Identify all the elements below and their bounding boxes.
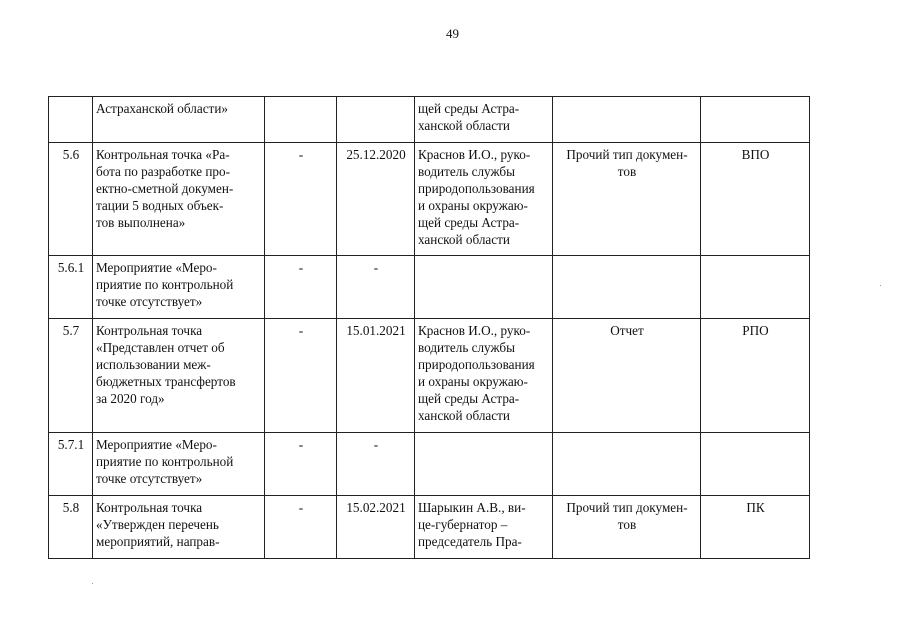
row-executor [415,433,553,496]
row-name: Астраханской области» [93,97,265,143]
row-document-type: Прочий тип докумен- тов [553,496,701,559]
row-level [701,97,810,143]
row-name: Контрольная точка «Представлен отчет об использовании меж- бюджетных трансфертов за 2020 год» [93,319,265,433]
row-number: 5.7.1 [49,433,93,496]
row-responsible: - [265,256,337,319]
row-number: 5.6 [49,143,93,256]
table-row [49,97,810,143]
row-responsible: - [265,433,337,496]
plan-table [48,96,810,559]
row-number: 5.8 [49,496,93,559]
row-document-type [553,256,701,319]
row-date: 15.01.2021 [337,319,415,433]
row-document-type [553,97,701,143]
row-level: ВПО [701,143,810,256]
scan-speck [880,285,881,286]
table-row [49,256,810,319]
row-responsible: - [265,143,337,256]
row-executor: Шарыкин А.В., ви- це-губернатор – председатель Пра- [415,496,553,559]
page-number: 49 [446,26,459,41]
row-responsible [265,97,337,143]
row-level: РПО [701,319,810,433]
table-row [49,496,810,559]
row-name: Мероприятие «Меро- приятие по контрольной точке отсутствует» [93,256,265,319]
row-number: 5.7 [49,319,93,433]
scan-speck [92,583,93,584]
row-responsible: - [265,496,337,559]
row-executor: щей среды Астра- ханской области [415,97,553,143]
row-number [49,97,93,143]
table-row [49,433,810,496]
row-responsible: - [265,319,337,433]
row-date [337,97,415,143]
row-executor: Краснов И.О., руко- водитель службы природопользования и охраны окружаю- щей среды Астра- ханской области [415,143,553,256]
row-level: ПК [701,496,810,559]
table-row [49,319,810,433]
row-name: Мероприятие «Меро- приятие по контрольной точке отсутствует» [93,433,265,496]
row-name: Контрольная точка «Ра- бота по разработке про- ектно-сметной докумен- тации 5 водных объек- тов выполнена» [93,143,265,256]
row-date: 15.02.2021 [337,496,415,559]
row-level [701,433,810,496]
row-date: - [337,256,415,319]
row-document-type: Прочий тип докумен- тов [553,143,701,256]
row-document-type [553,433,701,496]
row-date: 25.12.2020 [337,143,415,256]
row-document-type: Отчет [553,319,701,433]
row-executor [415,256,553,319]
row-number: 5.6.1 [49,256,93,319]
row-executor: Краснов И.О., руко- водитель службы природопользования и охраны окружаю- щей среды Астра- ханской области [415,319,553,433]
row-name: Контрольная точка «Утвержден перечень мероприятий, направ- [93,496,265,559]
row-level [701,256,810,319]
row-date: - [337,433,415,496]
table-row [49,143,810,256]
